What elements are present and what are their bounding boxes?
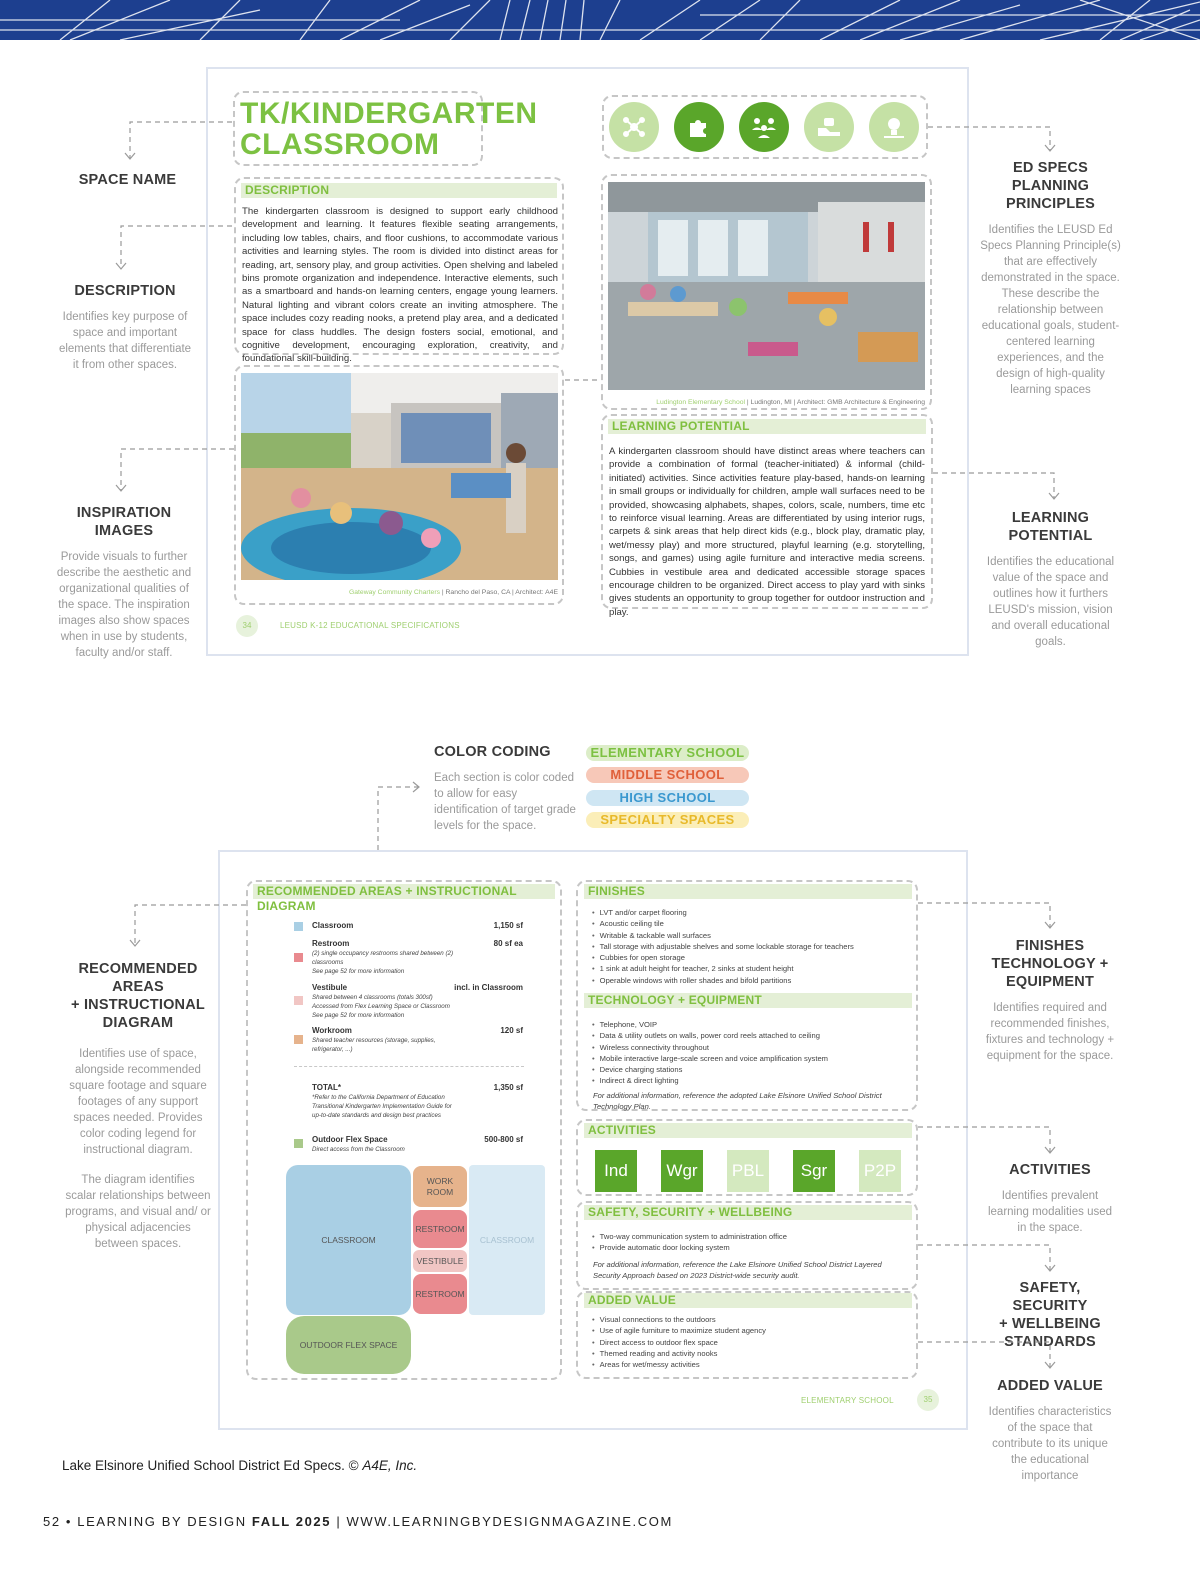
- photo2-caption-rest: | Ludington, MI | Architect: GMB Architecture & Engineering: [745, 399, 925, 406]
- area-classroom-value: 1,150 sf: [493, 921, 523, 930]
- activity-p2p: P2P: [859, 1150, 901, 1192]
- technology-note: For additional information, reference the adopted Lake Elsinore Unified School District Technology Plan.: [593, 1091, 882, 1111]
- annotation-added-value: [983, 1377, 1117, 1484]
- footer-url[interactable]: WWW.LEARNINGBYDESIGNMAGAZINE.COM: [346, 1514, 673, 1529]
- restroom-swatch: [294, 953, 303, 962]
- diagram-restroom-bottom: RESTROOM: [413, 1274, 467, 1314]
- activity-sgr: Sgr: [793, 1150, 835, 1192]
- diagram-outdoor-flex: OUTDOOR FLEX SPACE: [286, 1316, 411, 1374]
- image-caption-text: Lake Elsinore Unified School District Ed Specs. ©: [62, 1458, 363, 1473]
- tech-item: • Indirect & direct lighting: [592, 1075, 912, 1086]
- area-workroom-note: Shared teacher resources (storage, supplies, refrigerator, ...): [312, 1037, 436, 1053]
- annotation-learning-text: Identifies the educational value of the space and outlines how it furthers LEUSD's mission, vision and overall educational goals.: [986, 556, 1115, 648]
- annotation-space-name: [60, 171, 195, 189]
- annotation-finishes-title-3: EQUIPMENT: [1006, 974, 1094, 990]
- annotation-principles-title-1: ED SPECS PLANNING: [1011, 160, 1090, 194]
- diagram-classroom: CLASSROOM: [286, 1165, 411, 1315]
- annotation-learning: [979, 509, 1122, 650]
- image-caption-credit: A4E, Inc.: [362, 1458, 418, 1473]
- annotation-learning-title: LEARNING POTENTIAL: [1008, 510, 1093, 544]
- annotation-activities-text: Identifies prevalent learning modalities used in the space.: [987, 1190, 1113, 1234]
- page-label-34: LEUSD K-12 EDUCATIONAL SPECIFICATIONS: [280, 621, 460, 630]
- annotation-recommended-title-2: + INSTRUCTIONAL: [71, 997, 205, 1013]
- footer-separator: |: [331, 1514, 347, 1529]
- learning-potential-heading: LEARNING POTENTIAL: [608, 419, 926, 434]
- area-outdoor-note: Direct access from the Classroom: [312, 1146, 405, 1153]
- area-vestibule-note: Shared between 4 classrooms (totals 300sf) Accessed from Flex Learning Space or Classroom See page 52 for more information: [312, 994, 450, 1019]
- area-total-note: *Refer to the California Department of Education Transitional Kindergarten Implementation Guide for up-to-date standards and design best practices: [312, 1094, 452, 1119]
- annotation-recommended-text-2: The diagram identifies scalar relationships between programs, and visual and/ or physical adjacencies between spaces.: [65, 1174, 211, 1250]
- annotation-color-coding: [434, 743, 584, 834]
- tech-item: • Data & utility outlets on walls, power cord reels attached to ceiling: [592, 1030, 912, 1041]
- finishes-list: [592, 907, 912, 986]
- annotation-recommended-title-3: DIAGRAM: [102, 1015, 174, 1031]
- annotation-safety-title-1: SAFETY, SECURITY: [1012, 1280, 1088, 1314]
- technology-list: [592, 1019, 912, 1087]
- safety-item: • Provide automatic door locking system: [592, 1242, 912, 1253]
- diagram-workroom: WORK ROOM: [413, 1166, 467, 1207]
- footer-bullet: •: [60, 1514, 78, 1529]
- diagram-classroom-adjacent: CLASSROOM: [469, 1165, 545, 1315]
- tech-item: • Device charging stations: [592, 1064, 912, 1075]
- annotation-recommended: [65, 960, 211, 1252]
- annotation-description-text: Identifies key purpose of space and important elements that differentiate it from other spaces.: [58, 311, 192, 371]
- area-total-value: 1,350 sf: [493, 1083, 523, 1092]
- finish-item: • Acoustic ceiling tile: [592, 918, 912, 929]
- activity-pbl: PBL: [727, 1150, 769, 1192]
- annotation-inspiration: [55, 504, 193, 661]
- workroom-swatch: [294, 1035, 303, 1044]
- area-vestibule-name: Vestibule: [312, 983, 348, 992]
- annotation-recommended-text-1: Identifies use of space, alongside recommended square footage and square footages of any support spaces needed. Provides color coding legend for instructional diagram.: [69, 1048, 207, 1156]
- footer-magazine-name: LEARNING BY DESIGN: [77, 1514, 252, 1529]
- tech-item: • Telephone, VOIP: [592, 1019, 912, 1030]
- safety-list: [592, 1231, 912, 1254]
- vestibule-swatch: [294, 996, 303, 1005]
- safety-heading: SAFETY, SECURITY + WELLBEING: [584, 1205, 912, 1220]
- area-restroom-note: (2) single occupancy restrooms shared between (2) classrooms See page 52 for more information: [312, 950, 454, 975]
- classroom-photo-gateway: [241, 373, 558, 580]
- area-restroom-name: Restroom: [312, 939, 350, 948]
- annotation-activities-title: ACTIVITIES: [1009, 1162, 1091, 1178]
- area-outdoor-name: Outdoor Flex Space: [312, 1135, 388, 1144]
- activity-wgr: Wgr: [661, 1150, 703, 1192]
- value-item: • Themed reading and activity nooks: [592, 1348, 912, 1359]
- people-group-icon: [739, 102, 789, 152]
- footer-issue: FALL 2025: [251, 1514, 332, 1529]
- lightbulb-icon: [869, 102, 919, 152]
- annotation-safety-title-3: STANDARDS: [1004, 1334, 1096, 1350]
- photo2-caption: [608, 399, 925, 406]
- annotation-activities: [983, 1161, 1117, 1236]
- annotation-finishes-title-2: TECHNOLOGY +: [991, 956, 1109, 972]
- finishes-heading: FINISHES: [584, 884, 912, 899]
- diagram-vestibule: VESTIBULE: [413, 1250, 467, 1272]
- legend-elementary: ELEMENTARY SCHOOL: [586, 745, 749, 761]
- finish-item: • Operable windows with roller shades and bifold partitions: [592, 975, 912, 986]
- description-text: The kindergarten classroom is designed to support early childhood development and learning. It features flexible seating arrangements, including low tables, chairs, and floor cushions, to accommodate various activities and learning styles. The room is divided into distinct areas for reading, art, sensory play, and group activities. Open shelving and labeled bins promote organization and independence. Interactive elements, such as a smartboard and hands-on learning centers, engage young learners. Natural lighting and vibrant colors create an inviting atmosphere. The space includes cozy reading nooks, a pretend play area, and a dedicated space for class huddles. The design fosters social, emotional, and cognitive development, encouraging exploration, creativity, and foundational skill-building.: [242, 206, 558, 365]
- annotation-principles: [979, 159, 1122, 398]
- annotation-description-title: DESCRIPTION: [74, 283, 176, 299]
- annotation-recommended-title-1: RECOMMENDED AREAS: [78, 961, 198, 995]
- photo2-caption-place: Ludington Elementary School: [656, 399, 746, 406]
- added-value-list: [592, 1314, 912, 1370]
- legend-high: HIGH SCHOOL: [586, 790, 749, 806]
- activity-ind: Ind: [595, 1150, 637, 1192]
- annotation-color-coding-text: Each section is color coded to allow for easy identification of target grade levels for the space.: [434, 772, 576, 832]
- tech-item: • Wireless connectivity throughout: [592, 1042, 912, 1053]
- footer-page-number: 52: [43, 1514, 61, 1529]
- legend-specialty: SPECIALTY SPACES: [586, 812, 749, 828]
- classroom-photo-ludington: [608, 182, 925, 390]
- value-item: • Areas for wet/messy activities: [592, 1359, 912, 1370]
- finish-item: • Writable & tackable wall surfaces: [592, 930, 912, 941]
- annotation-description: [55, 282, 195, 373]
- photo1-caption-rest: | Rancho del Paso, CA | Architect: A4E: [439, 589, 558, 596]
- activities-heading: ACTIVITIES: [584, 1123, 912, 1138]
- finish-item: • Tall storage with adjustable shelves and some lockable storage for teachers: [592, 941, 912, 952]
- value-item: • Visual connections to the outdoors: [592, 1314, 912, 1325]
- annotation-inspiration-title: INSPIRATION IMAGES: [76, 505, 172, 539]
- photo1-caption: [241, 589, 558, 596]
- image-caption: [62, 1458, 417, 1473]
- area-total-name: TOTAL*: [312, 1083, 342, 1092]
- area-classroom-name: Classroom: [312, 921, 354, 930]
- area-workroom-name: Workroom: [312, 1026, 352, 1035]
- finish-item: • LVT and/or carpet flooring: [592, 907, 912, 918]
- finish-item: • Cubbies for open storage: [592, 952, 912, 963]
- annotation-space-name-title: SPACE NAME: [78, 172, 177, 188]
- area-vestibule-value: incl. in Classroom: [454, 983, 523, 992]
- annotation-safety: [983, 1279, 1117, 1351]
- areas-heading: RECOMMENDED AREAS + INSTRUCTIONAL DIAGRAM: [253, 884, 555, 899]
- diagram-restroom-top: RESTROOM: [413, 1210, 467, 1248]
- page-number-35: 35: [917, 1389, 939, 1411]
- photo1-caption-place: Gateway Community Charters: [348, 589, 440, 596]
- annotation-principles-text: Identifies the LEUSD Ed Specs Planning Principle(s) that are effectively demonstrated in the space. These describe the relationship between educational goals, student-centered learning experiences, and the design of high-quality learning spaces: [980, 224, 1121, 396]
- area-outdoor-value: 500-800 sf: [484, 1135, 523, 1144]
- finish-item: • 1 sink at adult height for teacher, 2 sinks at student height: [592, 963, 912, 974]
- legend-middle: MIDDLE SCHOOL: [586, 767, 749, 783]
- annotation-finishes: [985, 937, 1115, 1064]
- network-icon: [609, 102, 659, 152]
- safety-note: For additional information, reference the Lake Elsinore Unified School District Layered Security Approach based on 2023 District-wide security audit.: [593, 1260, 882, 1280]
- value-item: • Use of agile furniture to maximize student agency: [592, 1325, 912, 1336]
- tech-item: • Mobile interactive large-scale screen and voice amplification system: [592, 1053, 912, 1064]
- classroom-swatch: [294, 922, 303, 931]
- annotation-added-value-text: Identifies characteristics of the space that contribute to its unique the educational importance: [988, 1406, 1112, 1482]
- technology-heading: TECHNOLOGY + EQUIPMENT: [584, 993, 912, 1008]
- learning-potential-text: A kindergarten classroom should have distinct areas where teachers can provide a combination of formal (teacher-initiated) & informal (child-initiated) activities. Since activities feature play-based, hands-on learning in small groups or individually for children, ample wall surfaces need to be provided, showcasing alphabets, shapes, colors, scale, numbers, time etc to reinforce visual learning. Areas are differentiated by using interior rugs, carpets & sink areas that help direct kids (e.g., block play, dramatic play, wet/messy play) and more structured, playful learning (e.g. storytelling, songs, and games) using agile furniture and interactive media screens. Cubbies in vestibule area and dedicated accessible storage spaces encourage children to be organized. Direct access to play yard with sinks gives students an opportunity to group together for outdoor instruction and play.: [609, 446, 925, 618]
- space-title-line2: CLASSROOM: [240, 128, 440, 161]
- hands-icon: [804, 102, 854, 152]
- area-workroom-value: 120 sf: [500, 1026, 523, 1035]
- outdoor-swatch: [294, 1139, 303, 1148]
- page-number-34: 34: [236, 615, 258, 637]
- puzzle-icon: [674, 102, 724, 152]
- added-value-heading: ADDED VALUE: [584, 1293, 912, 1308]
- header-pattern-band: [0, 0, 1200, 40]
- annotation-finishes-title-1: FINISHES: [1015, 938, 1085, 954]
- annotation-finishes-text: Identifies required and recommended finishes, fixtures and technology + equipment for the space.: [985, 1002, 1115, 1062]
- annotation-added-value-title: ADDED VALUE: [997, 1378, 1103, 1394]
- area-restroom-value: 80 sf ea: [493, 939, 523, 948]
- annotation-inspiration-text: Provide visuals to further describe the aesthetic and organizational qualities of the space. The inspiration images also show spaces when in use by students, faculty and/or staff.: [56, 551, 192, 659]
- page-label-35: ELEMENTARY SCHOOL: [801, 1396, 894, 1405]
- legend-divider: [294, 1066, 524, 1067]
- magazine-footer: [43, 1514, 673, 1529]
- annotation-principles-title-2: PRINCIPLES: [1005, 196, 1095, 212]
- description-heading: DESCRIPTION: [241, 183, 557, 198]
- value-item: • Direct access to outdoor flex space: [592, 1337, 912, 1348]
- space-title-line1: TK/KINDERGARTEN: [240, 97, 538, 130]
- blueprint-pattern: [0, 0, 1200, 40]
- annotation-color-coding-title: COLOR CODING: [434, 744, 551, 760]
- annotation-safety-title-2: + WELLBEING: [999, 1316, 1101, 1332]
- safety-item: • Two-way communication system to administration office: [592, 1231, 912, 1242]
